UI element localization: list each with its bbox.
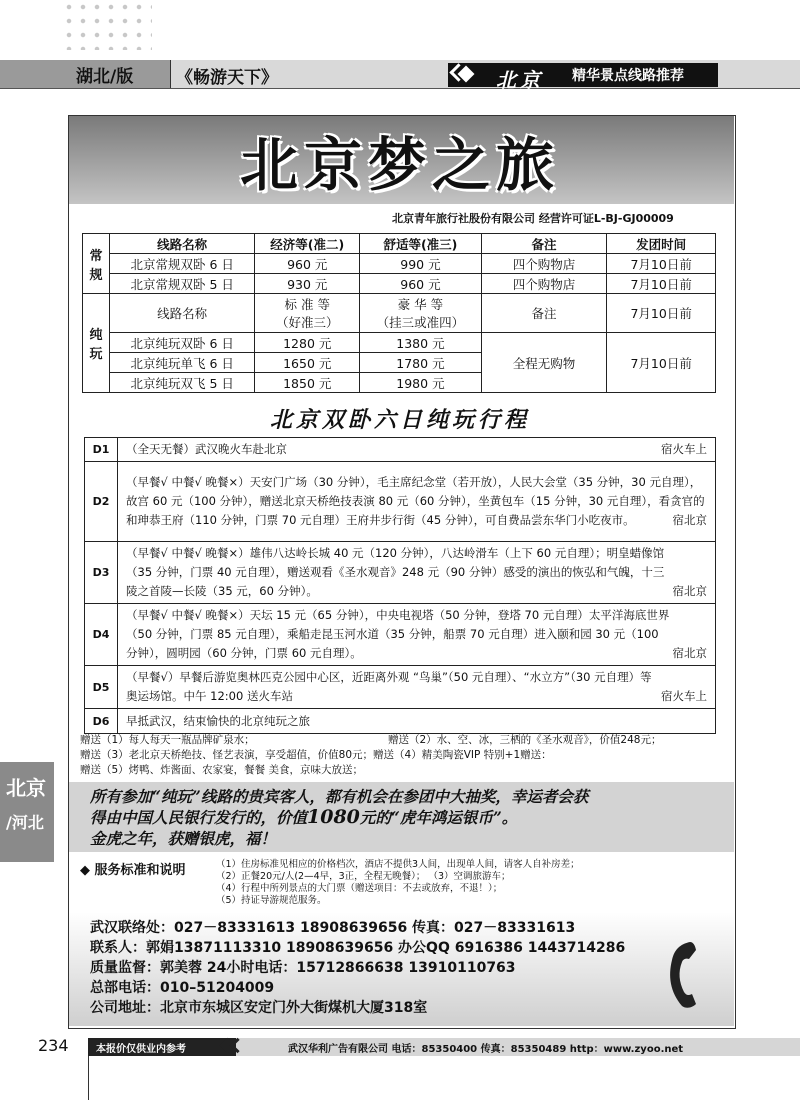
day-text: 早抵武汉，结束愉快的北京纯玩之旅 [126,713,310,728]
promo-text [90,786,720,849]
gift-item: 赠送（3）老北京天桥绝技、怪艺表演，享受超值，价值80元；赠送（4）精美陶瓷VIP 特别+1赠送： [80,749,552,761]
category-pure: 纯玩 [83,294,110,393]
price-cell: 1780 元 [360,353,482,373]
route-name: 北京纯玩双飞 5 日 [109,373,254,393]
itinerary-title: 北京双卧六日纯玩行程 [269,407,530,433]
column-header [360,294,482,333]
promo-line: 所有参加“纯玩”线路的贵宾客人，都有机会在参团中大抽奖，幸运者会获 [90,787,589,806]
day-description [118,462,716,542]
page-title: 北京梦之旅 [239,131,560,199]
day-stay: 宿北京 [672,584,707,598]
promo-segment: 元的“虎年鸿运银币”。 [359,808,518,827]
day-description [118,666,716,709]
note-cell: 四个购物店 [481,254,607,274]
column-header: 备注 [481,234,607,254]
service-item: （2）正餐20元/人(2—4早，3正，全程无晚餐）； （3）空调旅游车； [216,871,511,882]
itinerary-row [85,462,716,542]
price-table [82,233,716,393]
service-item: （1）住房标准见相应的价格档次，酒店不提供3人间，出现单人间，请客人自补房差； [216,859,580,870]
price-cell: 1380 元 [360,333,482,353]
column-header: 舒适等(准三) [360,234,482,254]
page-number: 234 [38,1036,69,1055]
itinerary-row [85,542,716,604]
day-label: D6 [85,709,118,734]
date-cell: 7月10日前 [607,254,716,274]
itinerary-row [85,604,716,666]
price-cell: 930 元 [255,274,360,294]
sidebar-line: 北京 [6,776,46,800]
price-cell: 1980 元 [360,373,482,393]
grade-luxury: 豪 华 等 [397,297,444,312]
date-cell: 7月10日前 [607,294,716,333]
column-header: 线路名称 [109,234,254,254]
company-license: 北京青年旅行社股份有限公司 经营许可证L-BJ-GJ00009 [392,212,674,225]
price-cell: 1850 元 [255,373,360,393]
day-stay: 宿火车上 [661,442,707,456]
price-cell: 960 元 [360,274,482,294]
column-header: 备注 [481,294,607,333]
column-header [255,294,360,333]
day-label: D5 [85,666,118,709]
route-name: 北京常规双卧 6 日 [109,254,254,274]
table-row [83,254,716,274]
day-description [118,604,716,666]
contact-line: 总部电话：010–51204009 [90,980,275,996]
sidebar-line: /河北 [6,813,44,832]
price-cell: 1650 元 [255,353,360,373]
day-label: D4 [85,604,118,666]
header-region [0,60,171,88]
contact-line: 联系人：郭娟13871113310 18908639656 办公QQ 6916386 1443714286 [90,940,626,956]
note-cell: 四个购物店 [481,274,607,294]
grade-standard-note: （好准三） [276,315,339,330]
promo-value: 1080 [307,806,360,828]
itinerary-row [85,438,716,462]
region-sidebar [0,762,54,862]
itinerary-row [85,666,716,709]
route-name: 北京常规双卧 5 日 [109,274,254,294]
dot-pattern [62,0,152,50]
gift-item: 赠送（5）烤鸭、炸酱面、农家宴，餐餐 美食，京味大放送； [80,764,364,776]
promo-line [90,807,720,828]
itinerary-row [85,709,716,734]
grade-standard: 标 准 等 [284,297,330,312]
date-cell: 7月10日前 [607,274,716,294]
day-text: （早餐√）早餐后游览奥林匹克公园中心区，近距离外观 “鸟巢”（50 元自理）、“水立方”（30 元自理）等奥运场馆。中午 12:00 送火车站 [126,670,652,703]
promo-line: 金虎之年，获赠银虎，福！ [90,829,277,848]
day-description [118,438,716,462]
promo-segment: 得由中国人民银行发行的，价值 [90,808,308,827]
day-text: （早餐√ 中餐√ 晚餐×）天安门广场（30 分钟），毛主席纪念堂（若开放），人民大会堂（35 分钟，30 元自理），故宫 60 元（100 分钟），赠送北京天桥绝技表演 80 元（60 分钟），坐黄包车（15 分钟，30 元自理），看贪官的和珅恭王府（110 分钟，门票 70 元自理）王府井步行街（45 分钟），可自费品尝东华门小吃夜市。 [126,475,705,527]
divider [88,1056,89,1100]
day-label: D3 [85,542,118,604]
contact-lines [90,918,625,1018]
day-stay: 宿北京 [672,646,707,660]
column-header: 经济等(准二) [255,234,360,254]
day-text: （早餐√ 中餐√ 晚餐×）雄伟八达岭长城 40 元（120 分钟），八达岭滑车（上下 60 元自理）；明皇蜡像馆（35 分钟，门票 40 元自理），赠送观看《圣水观音》248 元（90 分钟）感受的演出的恢弘和气魄，十三陵之首陵—长陵（35 元，60 分钟）。 [126,546,665,598]
itinerary-table [84,437,716,734]
contact-line: 武汉联络处：027－83331613 18908639656 传真：027－83331613 [90,920,576,936]
column-header: 发团时间 [607,234,716,254]
route-name: 北京纯玩双卧 6 日 [109,333,254,353]
price-cell: 990 元 [360,254,482,274]
category-regular: 常规 [83,234,110,294]
date-cell: 7月10日前 [607,333,716,393]
service-item: （4）行程中所列景点的大门票（赠送项目：不去或放弃，不退！）； [216,883,503,894]
day-text: （早餐√ 中餐√ 晚餐×）天坛 15 元（65 分钟），中央电视塔（50 分钟，登塔 70 元自理）太平洋海底世界（50 分钟，门票 85 元自理），乘船走昆玉河水道（35 分钟，船票 70 元自理）进入颐和园 30 元（100 分钟），圆明园（60 分钟，门票 60 元自理）。 [126,608,670,660]
day-label: D2 [85,462,118,542]
day-text: （全天无餐）武汉晚火车赴北京 [126,442,287,456]
contact-line: 质量监督：郭美蓉 24小时电话：15712866638 13910110763 [90,960,516,976]
table-row [83,333,716,353]
gift-item: 赠送（1）每人每天一瓶品牌矿泉水； [80,734,255,746]
day-description [118,542,716,604]
header-subtitle: 精华景点线路推荐 [572,68,684,84]
service-item: （5）持证导游规范服务。 [216,895,327,906]
footer-company: 武汉华利广告有限公司 电话：85350400 传真：85350489 http：www.zyoo.net [288,1044,684,1055]
contact-line: 公司地址：北京市东城区安定门外大街煤机大厦318室 [90,1000,428,1016]
note-cell: 全程无购物 [481,333,607,393]
price-cell: 1280 元 [255,333,360,353]
header-section: 《畅游天下》 [176,68,278,88]
service-title: ◆ 服务标准和说明 [80,863,186,878]
gift-item: 赠送（2）水、空、冰，三栖的《圣水观音》，价值248元； [388,734,662,746]
route-name: 北京纯玩单飞 6 日 [109,353,254,373]
column-header: 线路名称 [109,294,254,333]
header-destination: 北京 [496,68,544,92]
day-stay: 宿火车上 [661,689,707,703]
day-stay: 宿北京 [672,513,707,527]
table-row [83,274,716,294]
telephone-icon [662,940,702,1010]
footer-note: 本报价仅供业内参考 [96,1044,186,1055]
day-label: D1 [85,438,118,462]
grade-luxury-note: （挂三或准四） [376,315,465,330]
service-list [216,859,580,907]
day-description [118,709,716,734]
region-label: 湖北/版 [76,67,134,87]
price-cell: 960 元 [255,254,360,274]
